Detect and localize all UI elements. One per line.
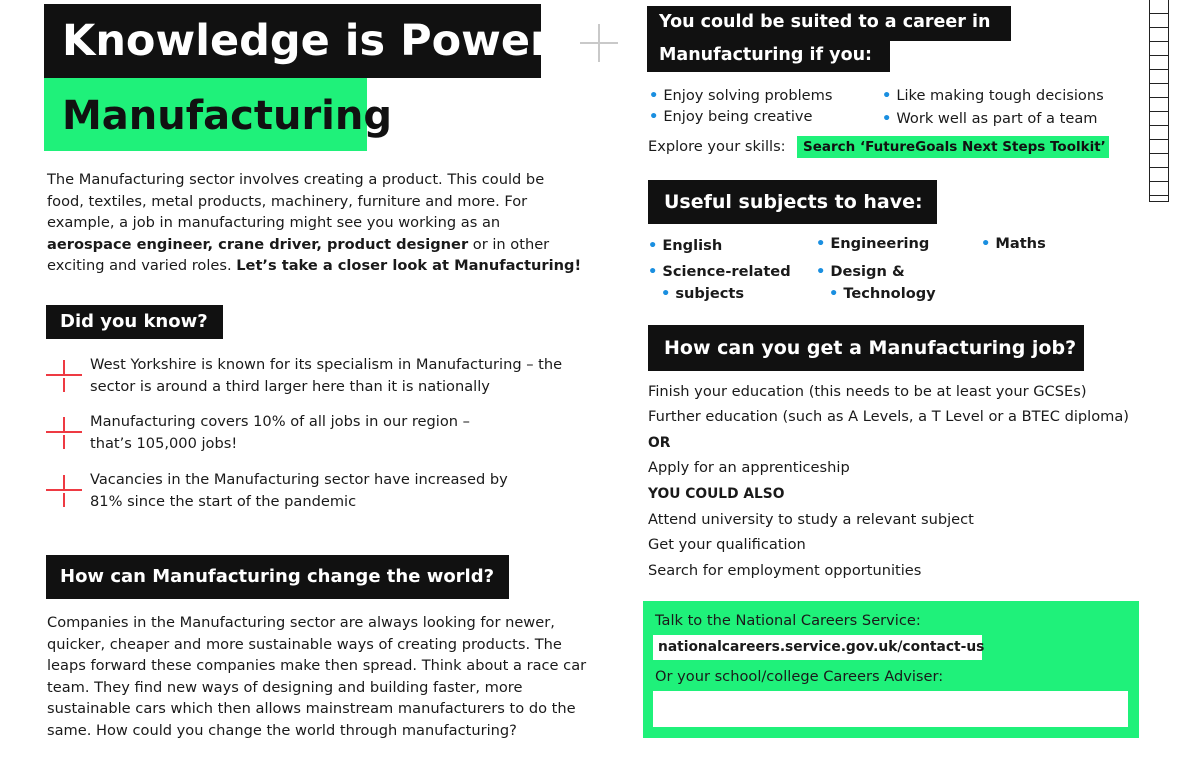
job-step-or: OR — [648, 435, 671, 451]
intro-paragraph — [47, 169, 582, 277]
job-step: Get your qualification — [648, 536, 806, 553]
useful-subjects-heading: Useful subjects to have: — [648, 180, 937, 224]
suited-item: • Work well as part of a team — [882, 108, 1097, 130]
suited-heading-2: Manufacturing if you: — [647, 41, 890, 72]
explore-toolkit-tag: Search ‘FutureGoals Next Steps Toolkit’ — [797, 136, 1109, 158]
fact-text: West Yorkshire is known for its specialism in Manufacturing – the sector is around a third larger here than it is nationally — [90, 356, 563, 395]
fact-text: Manufacturing covers 10% of all jobs in our region – that’s 105,000 jobs! — [90, 413, 470, 452]
subject-item: • Engineering — [816, 233, 929, 255]
intro-text-2: or in other exciting and varied roles. — [47, 235, 550, 274]
intro-roles: aerospace engineer, crane driver, product designer — [47, 235, 469, 253]
change-world-text: Companies in the Manufacturing sector are always looking for newer, quicker, cheaper and more sustainable ways of creating products. The leaps forward these companies make then spread. Think about a race car team. They find new ways of designing and building faster, more sustainable cars which then allows mainstream manufacturers to do the same. How could you change the world through manufacturing? — [47, 614, 587, 739]
how-job-heading: How can you get a Manufacturing job? — [648, 325, 1084, 371]
subject-item: • Maths — [981, 233, 1046, 255]
subject-item: • Design & — [816, 261, 905, 283]
suited-item: • Like making tough decisions — [882, 85, 1104, 107]
job-step: Search for employment opportunities — [648, 562, 922, 579]
job-step: Attend university to study a relevant subject — [648, 511, 974, 528]
fact-text: Vacancies in the Manufacturing sector have increased by 81% since the start of the pandemic — [90, 471, 508, 510]
job-step: Finish your education (this needs to be at least your GCSEs) — [648, 383, 1087, 400]
did-you-know-heading: Did you know? — [46, 305, 223, 339]
subject-item-cont: • subjects — [661, 283, 744, 305]
adviser-field[interactable] — [653, 691, 1128, 727]
change-world-heading: How can Manufacturing change the world? — [46, 555, 509, 599]
job-step-also: YOU COULD ALSO — [648, 486, 785, 502]
red-cross-icon — [46, 473, 82, 509]
subject-item-cont: • Technology — [829, 283, 936, 305]
ncs-label: Talk to the National Careers Service: — [655, 612, 921, 629]
subject-item: • English — [648, 235, 722, 257]
job-step: Further education (such as A Levels, a T Level or a BTEC diploma) — [648, 408, 1129, 425]
grey-plus-icon — [580, 24, 618, 62]
suited-item: • Enjoy solving problems — [649, 85, 832, 107]
intro-closing: Let’s take a closer look at Manufacturing! — [236, 257, 582, 274]
page-title: Knowledge is Power: — [44, 4, 541, 78]
page-subtitle: Manufacturing — [44, 78, 367, 151]
explore-label: Explore your skills: — [648, 138, 786, 155]
suited-heading: You could be suited to a career in — [647, 6, 1011, 41]
job-step: Apply for an apprenticeship — [648, 459, 850, 476]
adviser-label: Or your school/college Careers Adviser: — [655, 668, 944, 685]
intro-text-1: The Manufacturing sector involves creating a product. This could be food, textiles, metal products, machinery, furniture and more. For example, a job in manufacturing might see you working as an — [47, 171, 545, 231]
edge-ruled-strip — [1149, 0, 1169, 202]
red-cross-icon — [46, 415, 82, 451]
suited-item: • Enjoy being creative — [649, 106, 813, 128]
ncs-link[interactable]: nationalcareers.service.gov.uk/contact-us — [653, 635, 982, 660]
red-cross-icon — [46, 358, 82, 394]
subject-item: • Science-related — [648, 261, 791, 283]
